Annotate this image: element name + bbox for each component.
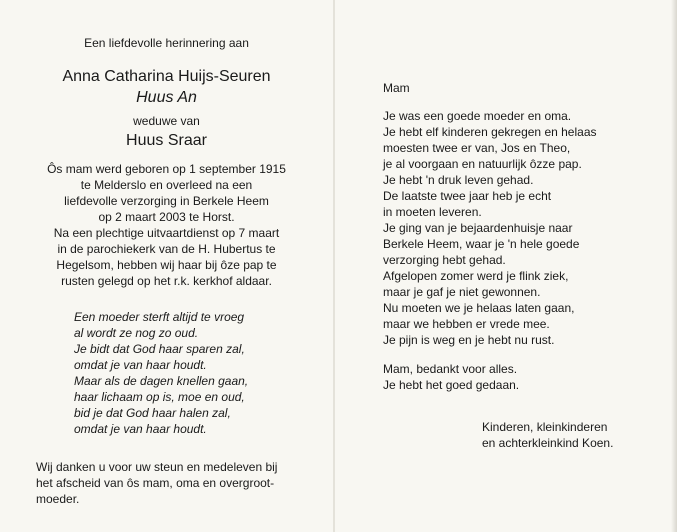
widow-of-label: weduwe van (133, 114, 200, 128)
letter-line: in moeten leveren. (383, 205, 482, 219)
letter-line: Je hebt 'n druk leven gehad. (383, 173, 534, 187)
letter-line: moesten twee er van, Jos en Theo, (383, 141, 571, 155)
thanks-line: Wij danken u voor uw steun en medeleven bij (36, 460, 278, 474)
closing-line: Mam, bedankt voor alles. (383, 362, 518, 376)
thanks-line: moeder. (36, 492, 80, 506)
bio-line: Hegelsom, hebben wij haar bij ôze pap te (56, 258, 277, 272)
poem-line: al wordt ze nog zo oud. (74, 326, 199, 340)
letter-line: Je hebt elf kinderen gekregen en helaas (383, 125, 597, 139)
poem-line: omdat je van haar houdt. (74, 422, 207, 436)
letter-line: je al voorgaan en natuurlijk ôzze pap. (383, 157, 582, 171)
bio-line: rusten gelegd op het r.k. kerkhof aldaar. (61, 274, 272, 288)
thanks-line: het afscheid van ôs mam, oma en overgroot- (36, 476, 275, 490)
bio-line: liefdevolle verzorging in Berkele Heem (64, 194, 269, 208)
right-panel (335, 0, 671, 532)
signature-line: en achterkleinkind Koen. (482, 436, 614, 450)
poem-line: omdat je van haar houdt. (74, 358, 207, 372)
letter-line: maar je gaf je niet gewonnen. (383, 285, 541, 299)
deceased-name: Anna Catharina Huijs-Seuren (62, 68, 271, 85)
closing-line: Je hebt het goed gedaan. (383, 378, 520, 392)
intro-text: Een liefdevolle herinnering aan (84, 36, 249, 50)
letter-line: Nu moeten we je helaas laten gaan, (383, 301, 575, 315)
letter-line: Berkele Heem, waar je 'n hele goede (383, 237, 580, 251)
left-panel (0, 0, 333, 532)
letter-line: Je pijn is weg en je hebt nu rust. (383, 333, 555, 347)
poem-line: bid je dat God haar halen zal, (74, 406, 231, 420)
letter-line: verzorging hebt gehad. (383, 253, 506, 267)
bio-line: in de parochiekerk van de H. Hubertus te (57, 242, 276, 256)
letter-line: maar we hebben er vrede mee. (383, 317, 550, 331)
spouse-name: Huus Sraar (126, 132, 207, 149)
poem-line: Je bidt dat God haar sparen zal, (74, 342, 245, 356)
bio-line: Na een plechtige uitvaartdienst op 7 maart (53, 226, 280, 240)
bio-line: op 2 maart 2003 te Horst. (98, 210, 235, 224)
poem-line: Maar als de dagen knellen gaan, (74, 374, 249, 388)
bio-line: Ôs mam werd geboren op 1 september 1915 (47, 162, 286, 176)
letter-line: Afgelopen zomer werd je flink ziek, (383, 269, 569, 283)
signature-line: Kinderen, kleinkinderen (482, 420, 608, 434)
bio-line: te Melderslo en overleed na een (80, 178, 253, 192)
poem-line: Een moeder sterft altijd te vroeg (74, 310, 245, 324)
card-edge (671, 0, 677, 532)
poem-line: haar lichaam op is, moe en oud, (74, 390, 245, 404)
letter-line: De laatste twee jaar heb je echt (383, 189, 552, 203)
letter-line: Je was een goede moeder en oma. (383, 109, 572, 123)
letter-line: Je ging van je bejaardenhuisje naar (383, 221, 573, 235)
salutation: Mam (383, 81, 410, 95)
deceased-nickname: Huus An (136, 89, 197, 106)
